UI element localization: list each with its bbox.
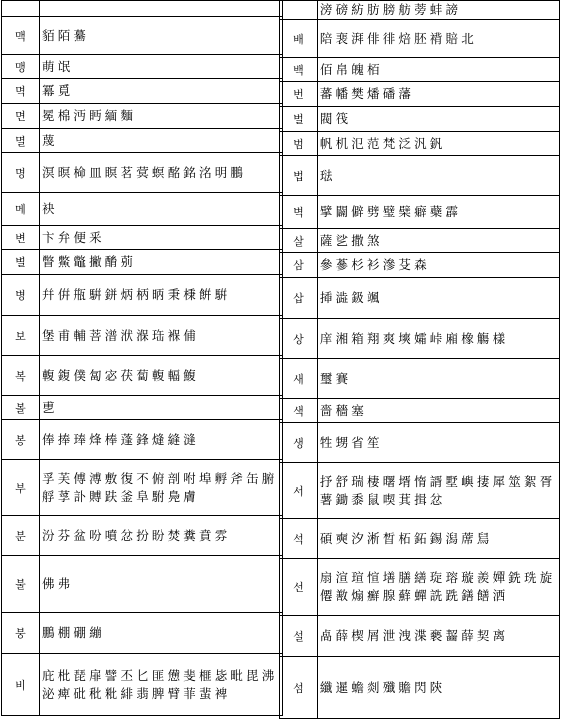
hanja-cell: 貊陌驀: [40, 17, 283, 55]
syllable-cell: 볼: [2, 396, 40, 420]
syllable-cell: 분: [2, 516, 40, 556]
syllable-cell: 삼: [280, 253, 318, 278]
hanja-cell: [40, 1, 283, 17]
hanja-cell: 冕棉沔眄緬麵: [40, 104, 283, 129]
hanja-cell: 卨薛楔屑泄洩渫褻齧薛契离: [317, 616, 559, 657]
hanja-cell: 碩奭汐淅晳柘鉐錫潟蓆舃: [317, 519, 559, 559]
hanja-cell: 帆机氾范梵泛汎釩: [317, 132, 559, 156]
syllable-cell: 맹: [2, 55, 40, 79]
syllable-cell: [2, 1, 40, 17]
table-row: [2, 226, 283, 250]
table-row: [280, 463, 560, 519]
hanja-cell: 庠湘箱翔爽塽孀峠廂橡觴樣: [317, 319, 559, 359]
hanja-cell: 璽賽: [317, 359, 559, 399]
hanja-cell: 溟暝椧皿瞑茗蓂螟酩銘洺明鵬: [40, 153, 283, 193]
table-row: [2, 654, 283, 716]
syllable-cell: 변: [2, 226, 40, 250]
table-row: [280, 82, 560, 107]
syllable-cell: 배: [280, 20, 318, 58]
table-row: [280, 319, 560, 359]
hanja-cell: 蔑: [40, 129, 283, 153]
table-row: [2, 55, 283, 79]
syllable-cell: 선: [280, 559, 318, 616]
syllable-cell: 생: [280, 423, 318, 463]
table-row: [280, 253, 560, 278]
syllable-cell: 메: [2, 193, 40, 226]
syllable-cell: 멱: [2, 79, 40, 104]
table-row: [2, 153, 283, 193]
hanja-cell: 扇渲瑄愃墡膳繕琁瑢璇羨嬋銑珗旋僊敾煽癬腺蘚蟬詵跣鐥饍洒: [317, 559, 559, 616]
hanja-cell: 幷倂甁騈鉼炳柄昞秉棅餠騈: [40, 275, 283, 316]
syllable-cell: 불: [2, 556, 40, 613]
hanja-cell: 袂: [40, 193, 283, 226]
syllable-cell: 명: [2, 153, 40, 193]
hanja-cell: 牲甥省笙: [317, 423, 559, 463]
table-row: [2, 17, 283, 55]
table-row: [2, 420, 283, 460]
syllable-cell: 법: [280, 156, 318, 196]
table-row: [280, 423, 560, 463]
syllable-cell: 설: [280, 616, 318, 657]
syllable-cell: 색: [280, 399, 318, 423]
table-row: [2, 193, 283, 226]
syllable-cell: 보: [2, 316, 40, 356]
table-row: [2, 356, 283, 396]
table-row: [280, 132, 560, 156]
table-row: [2, 79, 283, 104]
syllable-cell: 석: [280, 519, 318, 559]
table-row: [2, 1, 283, 17]
hanja-cell: 冪覓: [40, 79, 283, 104]
table-row: [2, 556, 283, 613]
table-row: [280, 657, 560, 719]
table-row: [2, 275, 283, 316]
syllable-cell: 백: [280, 58, 318, 82]
syllable-cell: 번: [280, 82, 318, 107]
hanja-cell: 薩乷撒煞: [317, 229, 559, 253]
hanja-cell: 鵬棚硼繃: [40, 613, 283, 654]
left-column: [1, 0, 283, 716]
hanja-cell: 乶: [40, 396, 283, 420]
table-row: [280, 616, 560, 657]
table-row: [2, 396, 283, 420]
syllable-cell: 벌: [280, 107, 318, 132]
hanja-cell: 汾芬盆吩噴忿扮盼焚糞賁雰: [40, 516, 283, 556]
table-row: [280, 20, 560, 58]
table-row: [280, 519, 560, 559]
hanja-cell: 庇枇琵扉譬丕匕匪憊斐榧毖毗毘沸泌痺砒秕粃緋翡脾臂菲蜚裨: [40, 654, 283, 716]
table-row: [280, 107, 560, 132]
syllable-cell: 살: [280, 229, 318, 253]
syllable-cell: 벽: [280, 196, 318, 229]
table-row: [2, 460, 283, 516]
hanja-cell: 輹鍑僕匐宓茯蔔輹輻鰒: [40, 356, 283, 396]
hanja-cell: 陪裵湃俳徘焙胚褙賠北: [317, 20, 559, 58]
syllable-cell: 병: [2, 275, 40, 316]
hanja-cell: 俸捧琫烽棒蓬鋒熢縫漨: [40, 420, 283, 460]
hanja-cell: 瞥鱉鼈撇酳莂: [40, 250, 283, 275]
table-row: [280, 196, 560, 229]
syllable-cell: 붕: [2, 613, 40, 654]
hanja-cell: 閥筏: [317, 107, 559, 132]
hanja-cell: 揷澁鈒颯: [317, 278, 559, 319]
syllable-cell: 멸: [2, 129, 40, 153]
syllable-cell: 삽: [280, 278, 318, 319]
hanja-cell: 滂磅紡肪膀舫蒡蚌謗: [317, 1, 559, 20]
hanja-table: [1, 0, 560, 713]
table-row: [2, 250, 283, 275]
syllable-cell: 서: [280, 463, 318, 519]
syllable-cell: 봉: [2, 420, 40, 460]
table-row: [280, 1, 560, 20]
hanja-cell: 卞弁便釆: [40, 226, 283, 250]
hanja-cell: 蕃幡樊燔磻藩: [317, 82, 559, 107]
table-row: [280, 399, 560, 423]
table-row: [280, 278, 560, 319]
syllable-cell: 면: [2, 104, 40, 129]
table-row: [2, 316, 283, 356]
syllable-cell: [280, 1, 318, 20]
hanja-cell: 嗇穡塞: [317, 399, 559, 423]
hanja-cell: 萌氓: [40, 55, 283, 79]
table-row: [2, 516, 283, 556]
syllable-cell: 맥: [2, 17, 40, 55]
hanja-cell: 堡甫輔菩潽洑湺珤褓俌: [40, 316, 283, 356]
table-row: [280, 559, 560, 616]
syllable-cell: 상: [280, 319, 318, 359]
syllable-cell: 비: [2, 654, 40, 716]
table-row: [280, 359, 560, 399]
table-row: [280, 229, 560, 253]
table-row: [280, 58, 560, 82]
table-row: [2, 129, 283, 153]
hanja-cell: 佰帛魄栢: [317, 58, 559, 82]
table-row: [2, 104, 283, 129]
right-table: [279, 0, 560, 719]
left-table: [1, 0, 283, 716]
hanja-cell: 纖暹蟾剡殲贍閃陝: [317, 657, 559, 719]
hanja-cell: 抒舒瑞棲曙壻惰諝墅嶼捿犀筮絮胥薯鋤黍鼠喫萁揖忿: [317, 463, 559, 519]
hanja-cell: 佛弗: [40, 556, 283, 613]
table-row: [2, 613, 283, 654]
syllable-cell: 복: [2, 356, 40, 396]
hanja-cell: 琺: [317, 156, 559, 196]
hanja-cell: 孚芙傅溥敷復不俯剖咐埠孵斧缶腑艀莩訃賻趺釜阜駙鳧膚: [40, 460, 283, 516]
syllable-cell: 부: [2, 460, 40, 516]
syllable-cell: 새: [280, 359, 318, 399]
table-row: [280, 156, 560, 196]
syllable-cell: 별: [2, 250, 40, 275]
syllable-cell: 섬: [280, 657, 318, 719]
hanja-cell: 擘闢僻劈璧檗癖蘗霹: [317, 196, 559, 229]
right-column: [279, 0, 560, 719]
hanja-cell: 參蔘杉衫滲芟森: [317, 253, 559, 278]
syllable-cell: 범: [280, 132, 318, 156]
